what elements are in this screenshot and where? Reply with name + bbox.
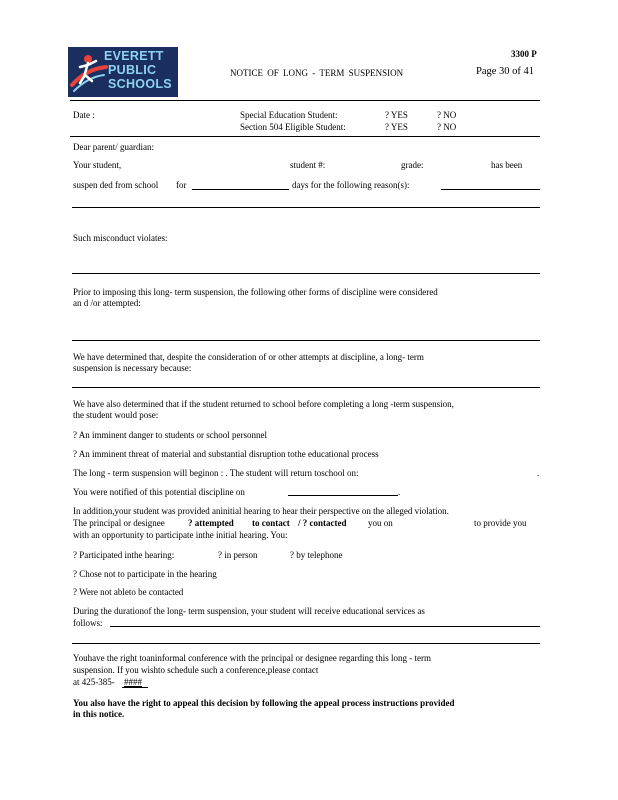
by-phone-option[interactable]: ? by telephone <box>290 550 343 560</box>
greeting: Dear parent/ guardian: <box>73 142 154 152</box>
phone-extension: #### <box>124 677 142 687</box>
chose-not-option[interactable]: ? Chose not to participate in the hearing <box>73 569 217 579</box>
date-label: Date : <box>73 110 95 120</box>
reason-field-2[interactable] <box>72 207 540 208</box>
danger-option-2[interactable]: ? An imminent threat of material and substantial disruption tothe educational process <box>73 449 379 459</box>
were-not-option[interactable]: ? Were not ableto be contacted <box>73 587 184 597</box>
services-field-1[interactable] <box>110 626 540 627</box>
sped-yes-checkbox[interactable]: ? YES <box>385 110 408 120</box>
section-divider <box>70 136 540 137</box>
s504-yes-checkbox[interactable]: ? YES <box>385 122 408 132</box>
suspended-label: suspen ded from school <box>73 180 159 190</box>
prior-text-1: Prior to imposing this long- term suspension, the following other forms of discipline were considered <box>73 287 438 297</box>
violates-label: Such misconduct violates: <box>73 233 168 243</box>
days-field[interactable] <box>192 189 289 190</box>
notified-text-end: . <box>398 487 401 497</box>
danger-option-1[interactable]: ? An imminent danger to students or school personnel <box>73 430 267 440</box>
begin-text-end: . <box>537 468 540 478</box>
conference-text-1: Youhave the right toaninformal conference with the principal or designee regarding this long - term <box>73 653 431 663</box>
for-label: for <box>176 180 187 190</box>
notified-text: You were notified of this potential discipline on <box>73 487 245 497</box>
during-text-2: follows: <box>73 618 103 628</box>
student-number-label: student #: <box>290 160 326 170</box>
logo-wordmark <box>104 49 172 91</box>
hearing-text-1: In addition,your student was provided aninitial hearing to hear their perspective on the alleged violation. <box>73 506 449 516</box>
s504-no-checkbox[interactable]: ? NO <box>437 122 457 132</box>
grade-label: grade: <box>401 160 424 170</box>
logo-line-2: PUBLIC <box>108 63 157 77</box>
sped-label: Special Education Student: <box>240 110 338 120</box>
your-student-label: Your student, <box>73 160 122 170</box>
s504-label: Section 504 Eligible Student: <box>240 122 346 132</box>
page-title: NOTICE OF LONG - TERM SUSPENSION <box>230 68 404 78</box>
determined-text-1: We have determined that, despite the consideration of or other attempts at discipline, a long- term <box>73 352 424 362</box>
prior-text-2: an d /or attempted: <box>73 298 141 308</box>
conference-text-2: suspension. If you wishto schedule such a conference,please contact <box>73 665 319 675</box>
logo-line-3: SCHOOLS <box>108 77 172 91</box>
attempted-checkbox[interactable]: ? attempted <box>188 518 234 528</box>
swoosh-person-icon <box>68 47 108 97</box>
reason-field-1[interactable] <box>441 189 540 190</box>
contacted-checkbox[interactable]: / ? contacted <box>298 518 347 528</box>
sped-no-checkbox[interactable]: ? NO <box>437 110 457 120</box>
district-logo <box>68 47 178 97</box>
violates-field[interactable] <box>72 273 540 274</box>
services-field-2[interactable] <box>72 643 540 644</box>
hearing-text-2f: to provide you <box>474 518 527 528</box>
hearing-text-2a: The principal or designee <box>73 518 165 528</box>
days-reason-label: days for the following reason(s): <box>292 180 410 190</box>
conference-text-3a: at 425-385- <box>73 677 115 687</box>
has-been-label: has been <box>491 160 523 170</box>
determined-text-2: suspension is necessary because: <box>73 363 192 373</box>
in-person-option[interactable]: ? in person <box>218 550 258 560</box>
also-text-1: We have also determined that if the student returned to school before completing a long -term suspension, <box>73 399 454 409</box>
notified-date-field[interactable] <box>288 495 398 496</box>
header-divider <box>70 100 540 101</box>
policy-number: 3300 P <box>511 49 537 59</box>
hearing-text-2e: you on <box>368 518 393 528</box>
phone-extension-underline <box>122 687 148 688</box>
appeal-text-2: in this notice. <box>73 709 125 719</box>
page-number: Page 30 of 41 <box>476 66 535 77</box>
to-contact-label: to contact <box>252 518 290 528</box>
determined-divider <box>72 387 540 388</box>
participated-option[interactable]: ? Participated inthe hearing: <box>73 550 175 560</box>
also-text-2: the student would pose: <box>73 410 159 420</box>
begin-text: The long - term suspension will beginon : . The student will return toschool on: <box>73 468 359 478</box>
during-text-1: During the durationof the long- term suspension, your student will receive educational services as <box>73 606 425 616</box>
prior-field[interactable] <box>72 340 540 341</box>
hearing-text-3: with an opportunity to participate inthe initial hearing. You: <box>73 530 288 540</box>
appeal-text-1: You also have the right to appeal this decision by following the appeal process instructions provided <box>73 698 455 708</box>
logo-line-1: EVERETT <box>104 49 164 63</box>
